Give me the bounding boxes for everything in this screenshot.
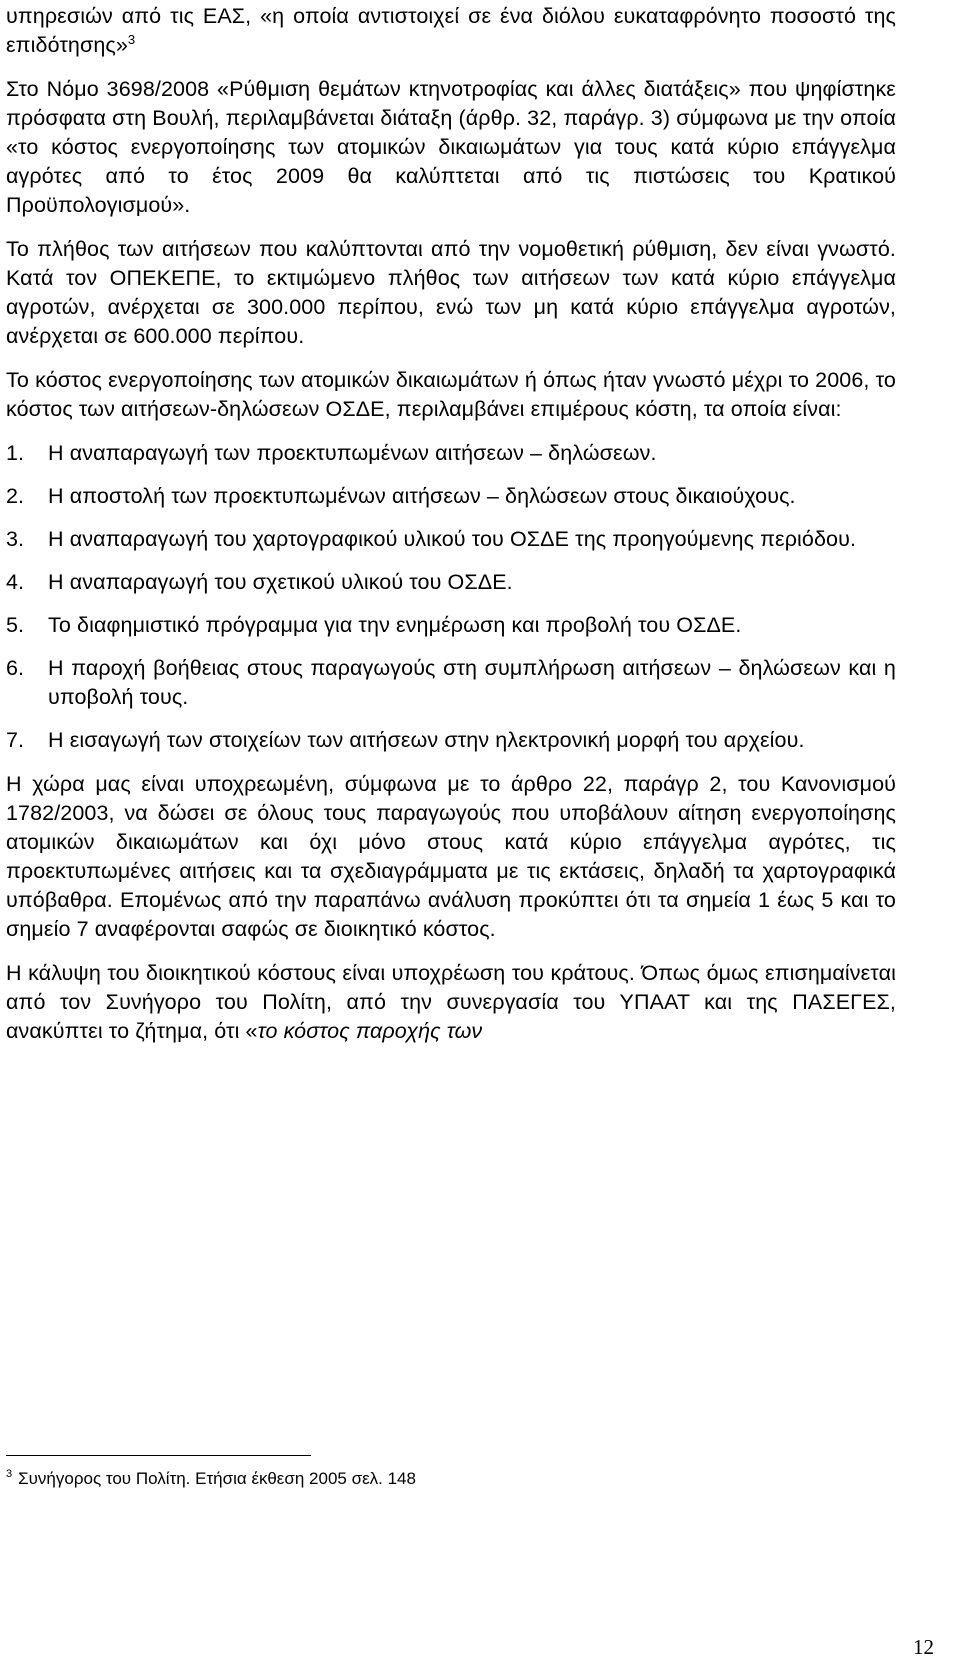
list-item-number: 6. — [6, 656, 25, 680]
list-item-text: Η αναπαραγωγή του χαρτογραφικού υλικού του ΟΣΔΕ της προηγούμενης περιόδου. — [48, 527, 857, 551]
list-item-number: 1. — [6, 441, 25, 465]
footnote-text: Συνήγορος του Πολίτη. Ετήσια έκθεση 2005 σελ. 148 — [18, 1469, 416, 1488]
list-item — [6, 439, 896, 468]
paragraph-4: Το κόστος ενεργοποίησης των ατομικών δικαιωμάτων ή όπως ήταν γνωστό μέχρι το 2006, το κόστος των αιτήσεων-δηλώσεων ΟΣΔΕ, περιλαμβάνει επιμέρους κόστη, τα οποία είναι: — [6, 368, 896, 421]
list-item-number: 4. — [6, 570, 25, 594]
list-item — [6, 568, 896, 597]
list-item-number: 7. — [6, 728, 25, 752]
list-item — [6, 525, 896, 554]
paragraph-1 — [6, 2, 896, 60]
list-item-number: 5. — [6, 613, 25, 637]
paragraph-3: Το πλήθος των αιτήσεων που καλύπτονται από την νομοθετική ρύθμιση, δεν είναι γνωστό. Κατά τον ΟΠΕΚΕΠΕ, το εκτιμώμενο πλήθος των αιτήσεων των κατά κύριο επάγγελμα αγροτών, ανέρχεται σε 300.000 περίπου, ενώ των μη κατά κύριο επάγγελμα αγροτών, ανέρχεται σε 600.000 περίπου. — [6, 237, 896, 348]
list-item — [6, 654, 896, 712]
footnote-number: 3 — [6, 1468, 13, 1481]
paragraph-6-quote-italic: το κόστος παροχής των — [257, 1019, 483, 1043]
paragraph-6-text: Η κάλυψη του διοικητικού κόστους είναι υποχρέωση του κράτους. Όπως όμως επισημαίνεται από τον Συνήγορο του Πολίτη, από την συνεργασία του ΥΠΑΑΤ και της ΠΑΣΕΓΕΣ, ανακύπτει το ζήτημα, ότι « — [6, 961, 896, 1043]
list-item — [6, 482, 896, 511]
cost-items-list — [6, 439, 896, 755]
list-item-text: Η αποστολή των προεκτυπωμένων αιτήσεων – δηλώσεων στους δικαιούχους. — [48, 484, 796, 508]
list-item-number: 3. — [6, 527, 25, 551]
paragraph-2: Στο Νόμο 3698/2008 «Ρύθμιση θεμάτων κτηνοτροφίας και άλλες διατάξεις» που ψηφίστηκε πρόσφατα στη Βουλή, περιλαμβάνεται διάταξη (άρθρ. 32, παράγρ. 3) σύμφωνα με την οποία «το κόστος ενεργοποίησης των ατομικών δικαιωμάτων για τους κατά κύριο επάγγελμα αγρότες από το έτος 2009 θα καλύπτεται από τις πιστώσεις του Κρατικού Προϋπολογισμού». — [6, 77, 896, 217]
document-body — [6, 2, 896, 1061]
list-item-text: Η αναπαραγωγή του σχετικού υλικού του ΟΣΔΕ. — [48, 570, 513, 594]
list-item-text: Το διαφημιστικό πρόγραμμα για την ενημέρωση και προβολή του ΟΣΔΕ. — [48, 613, 742, 637]
paragraph-6 — [6, 959, 896, 1046]
footnote — [6, 1468, 416, 1490]
paragraph-5: Η χώρα μας είναι υποχρεωμένη, σύμφωνα με το άρθρο 22, παράγρ 2, του Κανονισμού 1782/2003, να δώσει σε όλους τους παραγωγούς που υποβάλουν αίτηση ενεργοποίησης ατομικών δικαιωμάτων και όχι μόνο στους κατά κύριο επάγγελμα αγρότες, τις προεκτυπωμένες αιτήσεις και τα σχεδιαγράμματα με τις εκτάσεις, δηλαδή τα χαρτογραφικά υπόβαθρα. Επομένως από την παραπάνω ανάλυση προκύπτει ότι τα σημεία 1 έως 5 και το σημείο 7 αναφέρονται σαφώς σε διοικητικό κόστος. — [6, 772, 896, 941]
list-item — [6, 611, 896, 640]
paragraph-1-text: υπηρεσιών από τις ΕΑΣ, «η οποία αντιστοιχεί σε ένα διόλου ευκαταφρόνητο ποσοστό της επιδότησης» — [6, 4, 896, 57]
footnote-reference[interactable]: 3 — [127, 31, 136, 47]
page-number: 12 — [913, 1635, 934, 1659]
footnote-separator — [6, 1455, 311, 1456]
list-item-text: Η εισαγωγή των στοιχείων των αιτήσεων στην ηλεκτρονική μορφή του αρχείου. — [48, 728, 805, 752]
list-item-text: Η αναπαραγωγή των προεκτυπωμένων αιτήσεων – δηλώσεων. — [48, 441, 657, 465]
list-item — [6, 726, 896, 755]
list-item-text: Η παροχή βοήθειας στους παραγωγούς στη συμπλήρωση αιτήσεων – δηλώσεων και η υποβολή τους. — [48, 656, 896, 709]
list-item-number: 2. — [6, 484, 25, 508]
